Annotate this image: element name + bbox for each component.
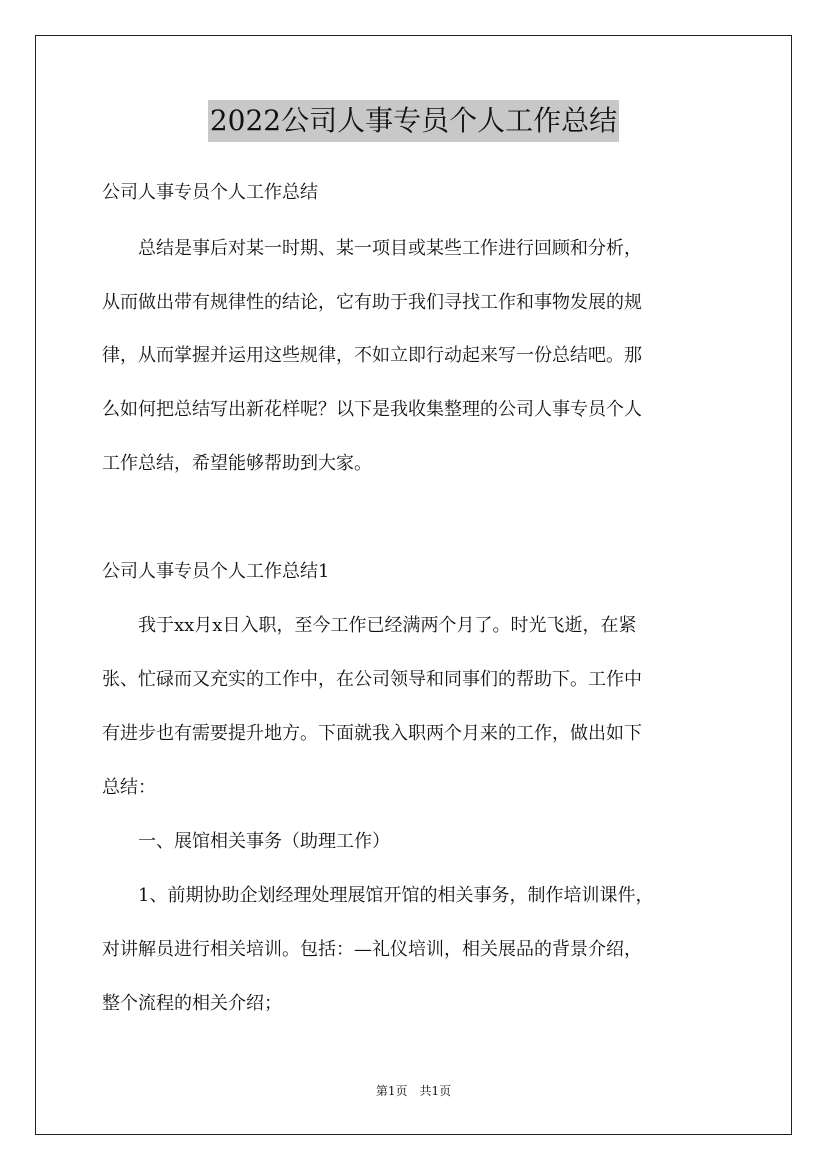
page-footer: 第1页 共1页	[375, 1084, 452, 1098]
paragraph-line: 总结：	[102, 777, 156, 798]
paragraph-line: 从而做出带有规律性的结论，它有助于我们寻找工作和事物发展的规	[102, 292, 642, 313]
paragraph-line: 1、前期协助企划经理处理展馆开馆的相关事务，制作培训课件，	[102, 885, 654, 906]
paragraph-line: 对讲解员进行相关培训。包括：—礼仪培训，相关展品的背景介绍，	[102, 939, 642, 960]
document-title: 2022公司人事专员个人工作总结	[208, 100, 619, 142]
paragraph-line: 整个流程的相关介绍；	[102, 993, 282, 1014]
subheading: 一、展馆相关事务（助理工作）	[102, 831, 390, 852]
paragraph-line: 我于xx月x日入职，至今工作已经满两个月了。时光飞逝，在紧	[102, 615, 637, 636]
paragraph-line: 有进步也有需要提升地方。下面就我入职两个月来的工作，做出如下	[102, 723, 642, 744]
paragraph-line: 张、忙碌而又充实的工作中，在公司领导和同事们的帮助下。工作中	[102, 669, 642, 690]
section-heading: 公司人事专员个人工作总结1	[102, 561, 330, 582]
paragraph-line: 工作总结，希望能够帮助到大家。	[102, 453, 372, 474]
paragraph-line: 律，从而掌握并运用这些规律，不如立即行动起来写一份总结吧。那	[102, 345, 642, 366]
section-heading: 公司人事专员个人工作总结	[102, 182, 318, 203]
paragraph-line: 总结是事后对某一时期、某一项目或某些工作进行回顾和分析，	[102, 238, 642, 259]
paragraph-line: 么如何把总结写出新花样呢？以下是我收集整理的公司人事专员个人	[102, 399, 642, 420]
title-container	[0, 100, 827, 142]
